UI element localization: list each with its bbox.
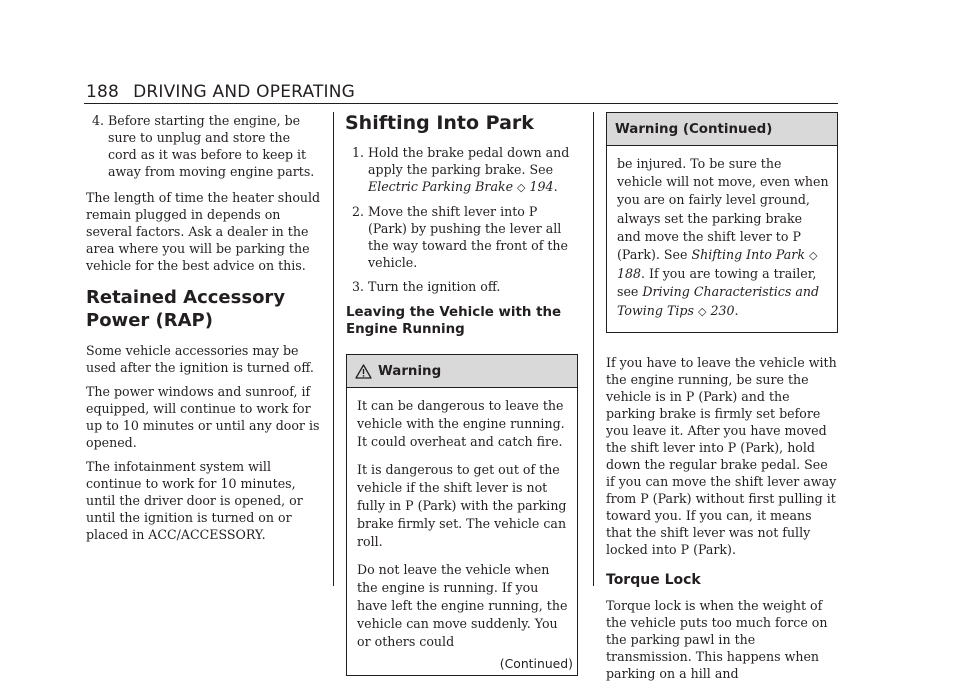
link-electric-parking-brake[interactable]: Electric Parking Brake bbox=[368, 179, 514, 194]
section-title: DRIVING AND OPERATING bbox=[133, 82, 356, 102]
warning-paragraph-3: Do not leave the vehicle when the engine is running. If you have left the engine running, the vehicle can move suddenly. You or others could bbox=[357, 561, 568, 650]
step-text: Hold the brake pedal down and apply the parking brake. See bbox=[368, 145, 570, 177]
column-3 bbox=[606, 112, 838, 689]
page-ref-number[interactable]: 230 bbox=[710, 302, 735, 318]
column-divider-1 bbox=[333, 112, 334, 586]
punctuation: . bbox=[734, 302, 739, 318]
heading-shifting-into-park: Shifting Into Park bbox=[345, 112, 534, 134]
punctuation: . bbox=[553, 179, 558, 194]
step-list-continued bbox=[86, 112, 322, 180]
warning-paragraph-1: It can be dangerous to leave the vehicle with the engine running. It could overheat and catch fire. bbox=[357, 398, 565, 450]
page-ref-icon: ◇ bbox=[697, 304, 707, 318]
warning-text-towing: . If you are towing a trailer, see bbox=[617, 266, 817, 300]
warning-triangle-icon bbox=[355, 364, 372, 379]
column-2 bbox=[346, 112, 578, 676]
link-shifting-into-park[interactable]: Shifting Into Park bbox=[691, 247, 805, 263]
step-3 bbox=[346, 278, 578, 295]
warning-continued-header: Warning (Continued) bbox=[607, 113, 837, 146]
step-number: 4. bbox=[92, 113, 105, 128]
step-number: 3. bbox=[352, 279, 365, 294]
column-divider-2 bbox=[593, 112, 594, 586]
page-ref-icon: ◇ bbox=[808, 249, 818, 263]
warning-paragraph-2: It is dangerous to get out of the vehicle if the shift lever is not fully in P (Park) with the parking brake firmly set. The vehicle can roll. bbox=[357, 461, 567, 550]
paragraph-torque-lock: Torque lock is when the weight of the vehicle puts too much force on the parking pawl in the transmission. This happens when parking on a hill and bbox=[606, 597, 828, 681]
step-text: Before starting the engine, be sure to unplug and store the cord as it was before to keep it away from moving engine parts. bbox=[108, 113, 315, 179]
step-2 bbox=[346, 203, 578, 271]
heading-retained-accessory-power: Retained Accessory Power (RAP) bbox=[86, 287, 286, 331]
header-rule bbox=[84, 103, 838, 104]
continued-label: (Continued) bbox=[499, 655, 573, 671]
warning-body bbox=[347, 388, 577, 663]
link-driving-characteristics-towing-tips[interactable]: Driving Characteristics and Towing Tips bbox=[617, 284, 820, 318]
warning-continued-text bbox=[617, 155, 829, 321]
step-text: Turn the ignition off. bbox=[368, 279, 501, 294]
column-1 bbox=[86, 112, 322, 550]
paragraph-rap-1: Some vehicle accessories may be used after the ignition is turned off. bbox=[86, 343, 314, 375]
step-list-park bbox=[346, 144, 578, 295]
warning-text: be injured. To be sure the vehicle will not move, even when you are on fairly level ground, always set the parking brake and move the shift lever to P (Park). See bbox=[617, 156, 829, 263]
warning-box bbox=[346, 354, 578, 676]
step-number: 1. bbox=[352, 145, 365, 160]
warning-continued-box bbox=[606, 112, 838, 333]
step-text: Move the shift lever into P (Park) by pushing the lever all the way toward the front of the vehicle. bbox=[368, 204, 568, 270]
paragraph-rap-3: The infotainment system will continue to work for 10 minutes, until the driver door is opened, or until the ignition is turned on or placed in ACC/ACCESSORY. bbox=[86, 459, 303, 542]
warning-header bbox=[347, 355, 577, 388]
step-number: 2. bbox=[352, 204, 365, 219]
page-number: 188 bbox=[86, 82, 120, 102]
page-ref-number[interactable]: 194 bbox=[529, 179, 554, 194]
heading-leaving-vehicle-engine-running: Leaving the Vehicle with the Engine Running bbox=[346, 305, 562, 337]
warning-title: Warning bbox=[378, 363, 442, 379]
page-header bbox=[86, 82, 355, 102]
paragraph-heater: The length of time the heater should remain plugged in depends on several factors. Ask a dealer in the area where you will be parking the vehicle for the best advice on this. bbox=[86, 190, 321, 273]
warning-continued-body bbox=[607, 146, 837, 332]
page-ref-icon: ◇ bbox=[517, 181, 526, 194]
paragraph-leave-engine-running: If you have to leave the vehicle with the engine running, be sure the vehicle is in P (Park) and the parking brake is firmly set before you leave it. After you have moved the shift lever into P (Park), hold down the regular brake pedal. See if you can move the shift lever away from P (Park) without first pulling it toward you. If you can, it means that the shift lever was not fully locked into P (Park). bbox=[606, 354, 837, 557]
paragraph-rap-2: The power windows and sunroof, if equipped, will continue to work for up to 10 minutes or until any door is opened. bbox=[86, 384, 320, 450]
page-ref-number[interactable]: 188 bbox=[617, 266, 642, 282]
step-1 bbox=[346, 144, 578, 196]
heading-torque-lock: Torque Lock bbox=[606, 571, 701, 588]
step-4 bbox=[86, 112, 322, 180]
